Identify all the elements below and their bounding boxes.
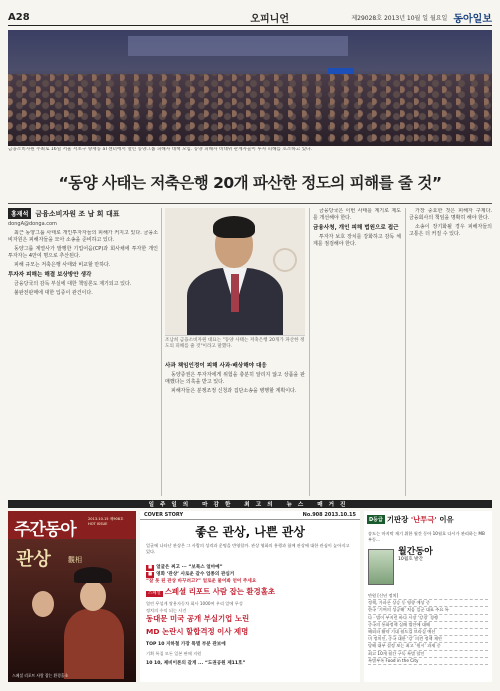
cover-line[interactable]: ■ 영화 ‘관상’ 사로운 갈수 업종의 관심거: [148, 572, 235, 577]
list-item[interactable]: 정책, 가파른 상승 둥 영향 예상 중: [368, 600, 488, 607]
list-item[interactable]: 특별부록 Food in the City: [368, 658, 488, 665]
cover-label: COVER STORY: [144, 512, 184, 518]
cover-special[interactable]: 스페셜 스페셜 리포트 사람 잡는 환경홀초: [148, 587, 275, 596]
photo-caption: 금융소비자원 주최로 16일 서울 서초구 양재동 aT센터에서 열린 동양그룹 피해자 대책 모임. 동양 피해자 비대위 관계자들이 투자 피해를 호소하고 있다.: [8, 147, 312, 152]
cover-hat: [74, 567, 112, 583]
article-column-3: [313, 208, 401, 495]
paragraph: 최근 동양그룹 사태로 개인투자자들의 피해가 커지고 있다. 금융소비자원은 피해자들을 모아 소송을 준비하고 있다.: [8, 230, 158, 243]
ad-title: 기판장 '난투극' 이유: [386, 514, 454, 524]
article-column-2: [165, 360, 305, 495]
paragraph: 불완전판매에 대한 입증이 관건이다.: [14, 290, 93, 296]
ad-intro: 송도는 마지막 재기 위한 월간 동아 10월호 다시가 관리하는 MB 부동...: [368, 531, 485, 542]
subheading: 사과 책임인정이 피해 사과·배상해야 대응: [165, 363, 267, 369]
paragraph: 동양그룹 계열사가 발행한 기업어음(CP)과 회사채에 투자한 개인투자자는 4만여 명으로 추산된다.: [8, 246, 158, 259]
paragraph: 투자자 보호 장치를 강화하고 감독 체계를 점검해야 한다.: [313, 234, 401, 247]
list-item[interactable]: 다 · 법이 부지런 바다 시장 ‘강경’ 경쟁: [368, 615, 488, 622]
author-tie: [231, 274, 239, 312]
cover-line[interactable]: 열린 무섭게 쌍용자동차 회사 1000여 우리 앞에 무성: [146, 601, 243, 606]
cover-line[interactable]: 동대문 미국 공개 부실기업 노린: [146, 614, 250, 623]
list-item[interactable]: 한국 ‘기여의 성공해’ 처음 일군 대표 주요 특: [368, 607, 488, 614]
cover-line[interactable]: 기획 특집 모든 일본 판매 지원: [146, 651, 202, 656]
list-item[interactable]: 해외파 활약 기대 월드컵 브라질 예선: [368, 629, 488, 636]
magazine-footer: 스페셜 리포트 사람 잡는 환경홀초: [12, 673, 69, 678]
byline-author: 금융소비자원 조 남 희 대표: [35, 209, 120, 218]
header-rule: [8, 25, 492, 26]
ad-badge: D등급: [369, 516, 383, 523]
cover-header: [140, 511, 360, 520]
cover-description: 얼굴에 나타난 관상은 그 사람의 성격과 운명을 반영할까. 관상 영화의 흥행과 함께 관상에 대한 관심이 높아지고 있다.: [146, 543, 350, 554]
cover-issue: No.908 2013.10.15: [302, 512, 356, 518]
cover-line[interactable]: ■ 얼굴은 찌고 ··· “보톡스 얼마예”: [148, 565, 223, 570]
paragraph: 가장 중요한 것은 피해자 구제다. 금융회사의 책임을 명확히 해야 한다.: [409, 208, 492, 221]
subheading: 금융사청, 개인 피해 법원으로 접근: [313, 225, 399, 231]
seminar-photo: [8, 30, 492, 146]
paragraph: 금융당국의 감독 부실에 대한 책임론도 제기되고 있다.: [14, 281, 132, 287]
list-item[interactable]: 만원 [신년 정치]: [368, 593, 488, 600]
ad-divider-strip: 일주일의 마감한 최고의 뉴스 매거진: [8, 500, 492, 508]
cover-story-panel: [140, 511, 360, 682]
author-hair: [213, 216, 255, 238]
photo-banner: [128, 36, 348, 56]
author-photo-caption: 조남희 금융소비자원 대표는 "동양 사태는 저축은행 20개가 파산한 정도의 피해를 줄 것"이라고 말했다.: [165, 338, 305, 349]
background-logo: [273, 248, 297, 272]
headline-rule: [8, 203, 492, 204]
page-number: A28: [8, 11, 30, 23]
newspaper-logo: 동아일보: [453, 13, 492, 25]
paragraph: 소송이 장기화될 경우 피해자들의 고통은 더 커질 수 있다.: [409, 224, 492, 237]
cover-line[interactable]: MD 논란시 할합격정 이사 제명: [146, 627, 249, 636]
cover-face-right: [80, 581, 106, 611]
column-divider: [309, 208, 310, 496]
paragraph: 피해 규모는 저축은행 사태와 비교할 만하다.: [14, 262, 111, 268]
list-item[interactable]: 당해 대부 결정 보는 최고 ‘원시’ 과제 중: [368, 643, 488, 650]
list-item[interactable]: 미 정치인, 중국 대한 ‘강’ 의견 정책 제안: [368, 636, 488, 643]
column-divider: [405, 208, 406, 496]
cover-line[interactable]: 10 10, 제비이론의 갈게 ... “도권공원 제11호”: [146, 661, 246, 666]
photo-audience: [8, 74, 492, 146]
ad-contents-list: [368, 593, 488, 665]
author-photo: [165, 208, 305, 336]
ad-book-info: 월간동아 10월호 발간: [398, 547, 433, 562]
list-item[interactable]: 최고 10개 월간 구독 특별 할인: [368, 651, 488, 658]
byline-email: dongA@donga.com: [8, 221, 57, 227]
byline-tag: 홍재석: [8, 208, 31, 219]
list-item[interactable]: 중국의 통화정책 실패 법안에 대해: [368, 622, 488, 629]
column-divider: [161, 208, 162, 496]
ad-header: [364, 511, 492, 527]
cover-robe: [64, 609, 124, 679]
magazine-cover[interactable]: [8, 511, 136, 682]
page-header: [8, 10, 492, 24]
magazine-title-hanja: 觀相: [68, 556, 82, 564]
cover-line[interactable]: 정치의 수익 되는 사건: [146, 608, 187, 613]
cover-face-left: [32, 591, 54, 617]
paragraph: 동양증권은 투자자에게 위험을 충분히 알리지 않고 상품을 판매했다는 의혹을 받고 있다.: [165, 372, 305, 385]
cover-title: 좋은 관상, 나쁜 관상: [195, 525, 305, 539]
subheading: 투자자 피해는 해결 보상방안 생각: [8, 272, 92, 278]
paragraph: 피해자들은 분쟁조정 신청과 집단소송을 병행할 계획이다.: [171, 388, 297, 394]
issue-meta: 제29028호 2013년 10월 일 월요일: [351, 14, 448, 22]
byline: [8, 208, 156, 219]
paragraph: 금융당국은 이번 사태를 계기로 제도를 개선해야 한다.: [313, 208, 401, 221]
special-badge: 스페셜: [148, 591, 161, 596]
bullet-icon: ■: [148, 572, 153, 577]
magazine-masthead: 주간동아: [14, 520, 76, 540]
monthly-ad[interactable]: [364, 511, 492, 682]
magazine-issue: 2013.10.15 제908호 HOT ISSUE: [88, 517, 124, 526]
article-column-4: [409, 208, 492, 495]
magazine-title: 관상: [16, 549, 51, 570]
section-title: 오피니언: [250, 13, 289, 25]
book-cover: [368, 549, 394, 585]
bullet-icon: ■: [148, 565, 153, 570]
headline: “동양 사태는 저축은행 20개 파산한 정도의 피해를 줄 것”: [58, 174, 442, 192]
article-column-1: [8, 230, 158, 495]
cover-line[interactable]: “잘 못 된 관상 바꾸려고?” 얼로운 물어봐 얻어 주세요: [146, 579, 257, 584]
cover-line[interactable]: TOP 10 지하철 가장 특별 부분 관보에: [146, 642, 226, 647]
